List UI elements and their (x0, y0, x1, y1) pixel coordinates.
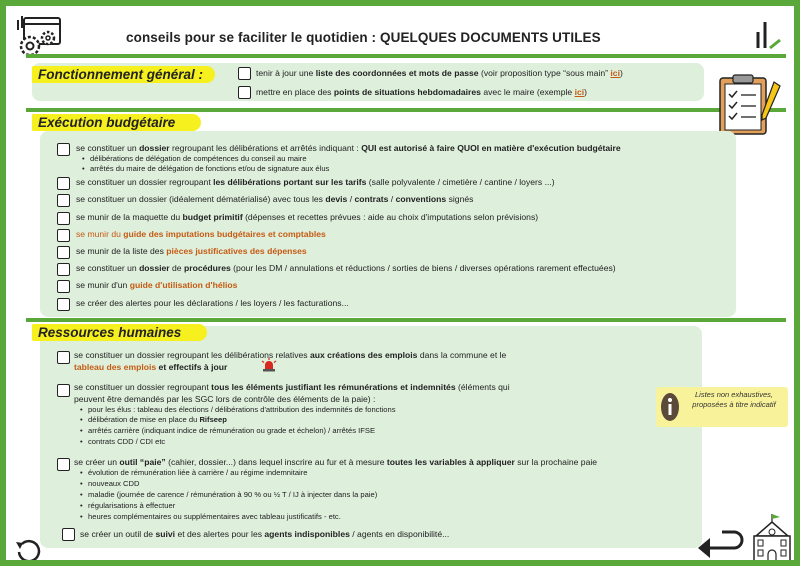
checkbox[interactable] (57, 229, 70, 242)
list-item: mettre en place des points de situations hebdomadaires avec le maire (exemple ici) (256, 87, 588, 97)
sub-item: • pour les élus : tableau des élections / délibérations d'attribution des indemnités de fonctions (88, 405, 396, 415)
sub-item: • maladie (journée de carence / rémunération à 90 % ou ½ T / IJ à injecter dans la paie) (88, 490, 377, 500)
logo-icon (752, 18, 784, 54)
sub-item: • heures complémentaires ou supplémentaires avec tableau justificatifs - etc. (88, 512, 341, 522)
list-item: se créer un outil “paie” (cahier, dossier...) dans lequel inscrire au fur et à mesure toutes les variables à appliquer sur la prochaine paie (74, 457, 598, 467)
list-item: se munir du guide des imputations budgétaires et comptables (76, 229, 326, 239)
list-item: se constituer un dossier regroupant les délibérations relatives aux créations des emplois dans la commune et le (74, 350, 507, 360)
checkbox[interactable] (238, 86, 251, 99)
list-item: se constituer un dossier de procédures (pour les DM / annulations et réductions / sorties de biens / diverses opérations rarement effectuées) (76, 263, 616, 273)
checkbox[interactable] (57, 177, 70, 190)
checkbox[interactable] (57, 458, 70, 471)
execution-heading: Exécution budgétaire (32, 114, 201, 131)
sub-item: • délibération de mise en place du Rifseep (88, 415, 227, 425)
title-divider (26, 54, 786, 58)
sub-item: • évolution de rémunération liée à carrière / au régime indemnitaire (88, 468, 308, 478)
sub-item: • arrêtés du maire de délégation de fonctions et/ou de signature aux élus (90, 164, 329, 174)
list-item: se munir de la liste des pièces justificatives des dépenses (76, 246, 307, 256)
list-item: se munir de la maquette du budget primitif (dépenses et recettes prévues : aide au choix d'imputations selon prévisions) (76, 212, 539, 222)
link-ici[interactable]: ici (574, 87, 585, 97)
section-divider (26, 318, 786, 322)
note-text: Listes non exhaustives, proposées à titre indicatif (692, 390, 776, 409)
back-arrow-icon[interactable] (696, 524, 746, 562)
list-item-continued: tableau des emplois et effectifs à jour (74, 362, 228, 372)
sub-item: • nouveaux CDD (88, 479, 140, 489)
list-item: se constituer un dossier (idéalement dématérialisé) avec tous les devis / contrats / conventions signés (76, 194, 474, 204)
checkbox[interactable] (238, 67, 251, 80)
checkbox[interactable] (57, 384, 70, 397)
list-item: se constituer un dossier regroupant les délibérations et arrêtés indiquant : QUI est autorisé à faire QUOI en matière d'exécution budgétaire (76, 143, 621, 153)
list-item-continued: peuvent être demandés par les SGC lors de contrôle des éléments de la paie) : (74, 394, 376, 404)
sub-item: • délibérations de délégation de compétences du conseil au maire (90, 154, 307, 164)
clipboard-checklist-icon (716, 72, 784, 136)
link-ici[interactable]: ici (610, 68, 620, 78)
alarm-light-icon (261, 358, 277, 372)
fonctionnement-heading: Fonctionnement général : (32, 66, 215, 83)
list-item: se constituer un dossier regroupant tous les éléments justifiant les rémunérations et indemnités (éléments qui (74, 382, 510, 392)
reset-icon[interactable] (12, 536, 44, 566)
sub-item: • arrêtés carrière (indiquant indice de rémunération ou grade et échelon) / arrêtés IFSE (88, 426, 375, 436)
checkbox[interactable] (57, 143, 70, 156)
checkbox[interactable] (57, 280, 70, 293)
checkbox[interactable] (57, 263, 70, 276)
sub-item: • contrats CDD / CDI etc (88, 437, 165, 447)
section-divider (26, 108, 786, 112)
list-item: tenir à jour une liste des coordonnées et mots de passe (voir proposition type “sous main” ici) (256, 68, 623, 78)
checkbox[interactable] (57, 351, 70, 364)
list-item: se créer des alertes pour les déclarations / les loyers / les facturations... (76, 298, 349, 308)
town-hall-icon (750, 512, 794, 566)
page-title: conseils pour se faciliter le quotidien : QUELQUES DOCUMENTS UTILES (126, 30, 601, 45)
sub-item: • régularisations à effectuer (88, 501, 175, 511)
list-item: se munir d'un guide d'utilisation d'hélios (76, 280, 238, 290)
rh-heading: Ressources humaines (32, 324, 207, 341)
checkbox[interactable] (57, 246, 70, 259)
checkbox[interactable] (57, 194, 70, 207)
list-item: se créer un outil de suivi et des alertes pour les agents indisponibles / agents en disponibilité... (80, 529, 450, 539)
checkbox[interactable] (62, 528, 75, 541)
info-icon (660, 392, 680, 422)
checkbox[interactable] (57, 298, 70, 311)
list-item: se constituer un dossier regroupant les délibérations portant sur les tarifs (salle polyvalente / cimetière / cantine / loyers ...) (76, 177, 555, 187)
checkbox[interactable] (57, 212, 70, 225)
